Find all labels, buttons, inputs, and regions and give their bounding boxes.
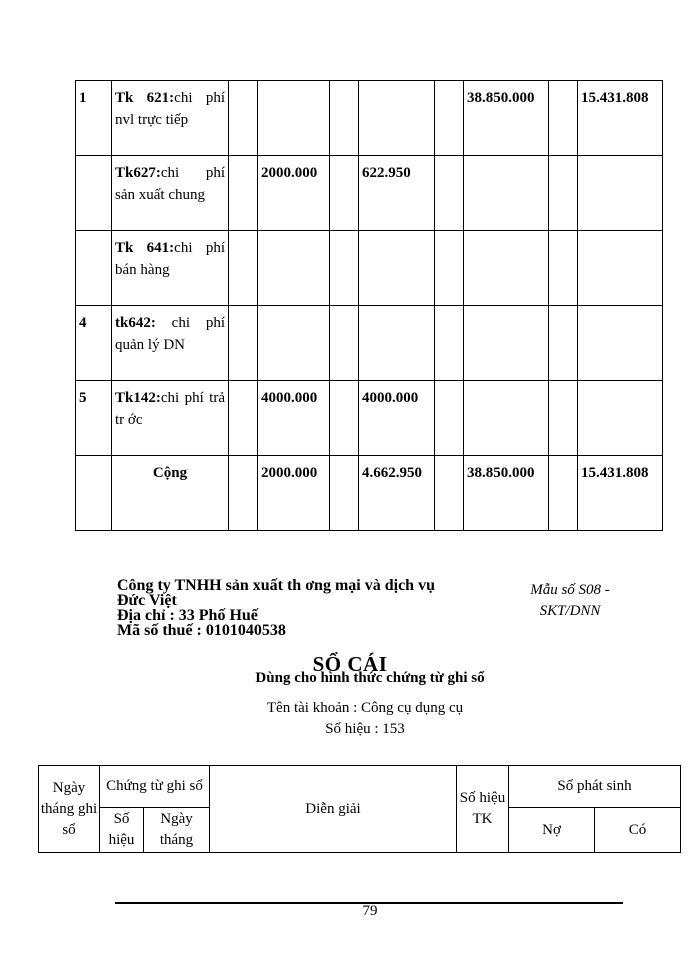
amount-cell: 38.850.000: [464, 81, 549, 156]
account-description: chi phí nvl trực tiếp: [115, 90, 225, 128]
account-code: Tk627:: [115, 165, 161, 181]
col-amount-header: Số phát sinh: [509, 766, 681, 808]
row-number: [76, 156, 112, 231]
total-row: [76, 456, 663, 531]
amount-cell: [578, 306, 663, 381]
amount-cell: [359, 81, 435, 156]
account-code: tk642:: [115, 315, 156, 331]
account-cell: [112, 381, 229, 456]
amount-cell: 4000.000: [359, 381, 435, 456]
amount-cell: [464, 156, 549, 231]
col-voucher-header: Chứng từ ghi sổ: [100, 766, 210, 808]
company-tax-code: Mã số thuế : 0101040538: [117, 622, 286, 639]
account-cell: [112, 156, 229, 231]
row-number: [76, 231, 112, 306]
amount-cell: [359, 306, 435, 381]
amount-cell: 4000.000: [258, 381, 330, 456]
col-credit-header: Có: [595, 808, 681, 853]
table-row: [76, 231, 663, 306]
account-name: Tên tài khoản : Công cụ dụng cụ: [266, 700, 464, 716]
col-date-header: Ngày tháng ghi sổ: [39, 766, 100, 853]
amount-cell: 15.431.808: [578, 81, 663, 156]
amount-cell: [258, 81, 330, 156]
amount-cell: 2000.000: [258, 156, 330, 231]
total-amount: 38.850.000: [464, 456, 549, 531]
col-voucher-number-header: Số hiệu: [100, 808, 144, 853]
amount-cell: [464, 381, 549, 456]
row-number: 4: [76, 306, 112, 381]
form-code-line2: SKT/DNN: [539, 603, 601, 619]
account-description: chi phí sản xuất chung: [115, 165, 225, 203]
account-code: Tk142:: [115, 390, 161, 406]
row-number: 1: [76, 81, 112, 156]
form-code: [505, 580, 635, 622]
total-amount: 15.431.808: [578, 456, 663, 531]
amount-cell: 622.950: [359, 156, 435, 231]
amount-cell: [359, 231, 435, 306]
amount-cell: [578, 231, 663, 306]
total-label: Cộng: [112, 456, 229, 531]
company-name-cont: Đức Việt: [117, 592, 177, 609]
table-row: [76, 81, 663, 156]
form-code-line1: Mẫu số S08 -: [530, 582, 610, 598]
page-subtitle: Dùng cho hình thức chứng từ ghi sổ: [255, 670, 485, 686]
company-name: Công ty TNHH sản xuất th ơng mại và dịch vụ: [117, 577, 435, 594]
account-code: Tk 641:: [115, 240, 175, 256]
table-row: [76, 381, 663, 456]
amount-cell: [578, 156, 663, 231]
page-number: 79: [362, 903, 378, 919]
total-amount: 4.662.950: [359, 456, 435, 531]
account-cell: [112, 231, 229, 306]
cost-summary-table: [75, 80, 663, 531]
col-debit-header: Nợ: [509, 808, 595, 853]
amount-cell: [464, 231, 549, 306]
account-number: Số hiệu : 153: [325, 721, 405, 737]
account-description: chi phí bán hàng: [115, 240, 225, 278]
account-cell: [112, 81, 229, 156]
amount-cell: [578, 381, 663, 456]
table-row: [76, 156, 663, 231]
page-title: SỔ CÁI: [312, 652, 388, 676]
ledger-table: [38, 765, 681, 853]
row-number: 5: [76, 381, 112, 456]
col-voucher-date-header: Ngày tháng: [144, 808, 210, 853]
total-amount: 2000.000: [258, 456, 330, 531]
amount-cell: [258, 231, 330, 306]
amount-cell: [258, 306, 330, 381]
account-cell: [112, 306, 229, 381]
account-code: Tk 621:: [115, 90, 175, 106]
col-account-header: Số hiệu TK: [457, 766, 509, 853]
amount-cell: [464, 306, 549, 381]
col-description-header: Diễn giải: [210, 766, 457, 853]
account-description: chi phí trả tr ớc: [115, 390, 225, 428]
company-info: [117, 578, 497, 638]
table-row: [76, 306, 663, 381]
account-description: chi phí quản lý DN: [115, 315, 225, 353]
company-address: Địa chỉ : 33 Phố Huế: [117, 607, 258, 624]
